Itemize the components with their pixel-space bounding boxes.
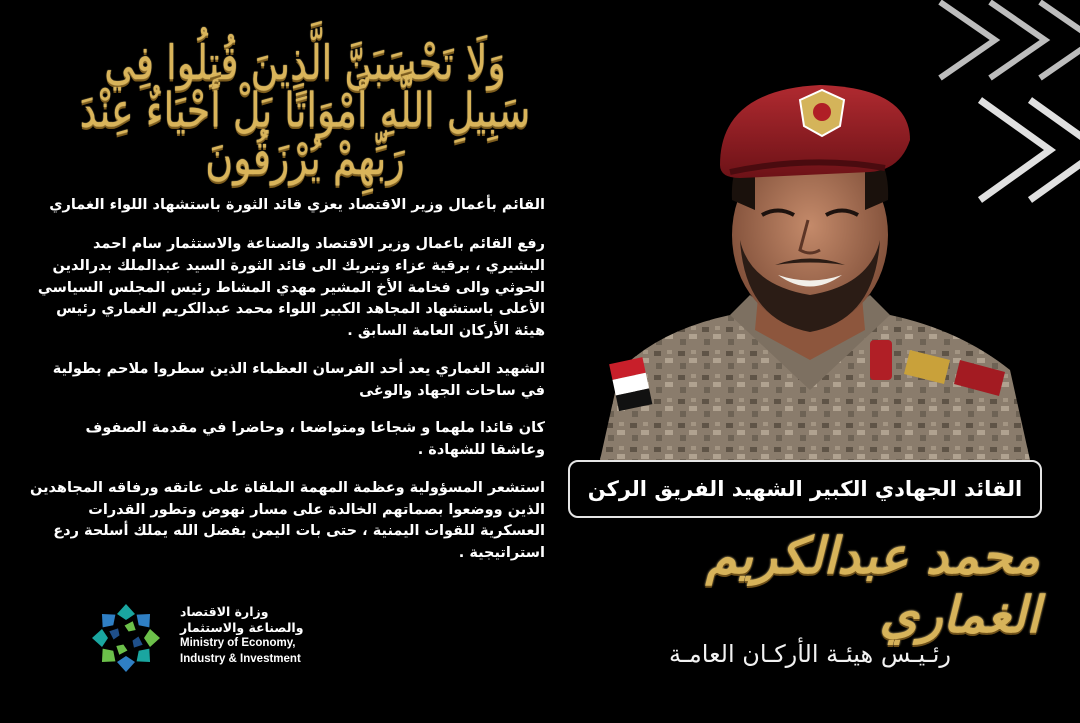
quran-verse-banner [70,34,540,185]
article-paragraph: الشهيد الغماري يعد أحد الفرسان العظماء الذين سطروا ملاحم بطولية في ساحات الجهاد والوغى [52,360,545,399]
quran-verse-text: وَلَا تَحْسَبَنَّ الَّذِينَ قُتِلُوا فِي سَبِيلِ اللَّهِ أَمْوَاتًا بَلْ أَحْيَاءٌ عِنْدَ رَبِّهِمْ يُرْزَقُونَ [79,34,531,185]
ministry-logo [88,598,368,678]
ministry-name-en-line2: Industry & Investment [180,652,301,665]
article-headline: القائم بأعمال وزير الاقتصاد يعزي قائد الثورة باستشهاد اللواء الغماري [49,197,545,213]
condolence-article [30,195,545,581]
title-caption: القائد الجهادي الكبير الشهيد الفريق الركن [587,477,1023,501]
commander-name: محمد عبدالكريم الغماري [705,526,1040,644]
ministry-name [180,604,380,666]
article-paragraph: كان قائدا ملهما و شجاعا ومتواضعا ، وحاضرا في مقدمة الصفوف وعاشقا للشهادة . [85,420,545,459]
ministry-emblem-icon [88,600,164,676]
ministry-name-ar-line1: وزارة الاقتصاد [180,604,269,619]
title-caption-box [568,460,1042,518]
commander-name-calligraphy [580,526,1040,644]
ministry-name-en-line1: Ministry of Economy, [180,637,296,650]
article-paragraph: استشعر المسؤولية وعظمة المهمة الملقاة على عاتقه ورفاقه المجاهدين الذين ووضعوا بصماتهم الخالدة على مسار نهوض وتطور القدرات العسكرية للقوات اليمنية ، حتى بات اليمن بفضل الله يملك أسلحة ردع استراتيجية . [30,479,545,562]
commander-portrait [580,60,1040,460]
ministry-name-ar-line2: والصناعة والاستثمار [180,619,304,635]
article-paragraph: رفع القائم باعمال وزير الاقتصاد والصناعة والاستثمار سام احمد البشيري ، برقية عزاء وتبريك الى قائد الثورة السيد عبدالملك بدرالدين الحوثي والى فخامة الأخ المشير مهدي المشاط رئيس المجلس السياسي الأعلى باستشهاد المجاهد الكبير اللواء محمد عبدالكريم الغماري رئيس هيئة الأركان العامة السابق . [37,236,545,340]
commander-position: رئـيـس هيئـة الأركـان العامـة [669,640,951,668]
